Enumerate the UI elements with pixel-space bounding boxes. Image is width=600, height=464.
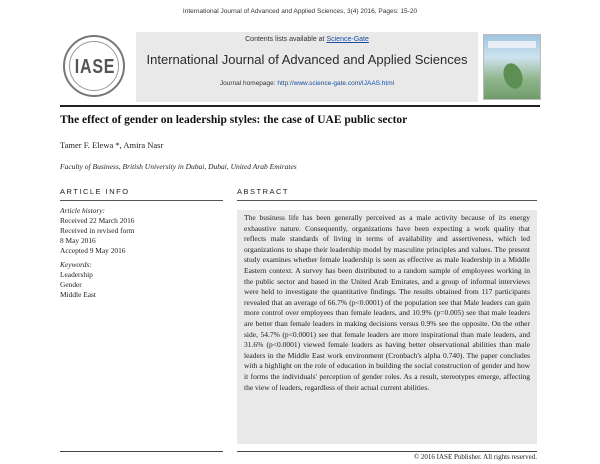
running-head: International Journal of Advanced and Applied Sciences, 3(4) 2016, Pages: 15-20 (182, 8, 418, 15)
article-info-rule (60, 200, 223, 201)
society-seal-icon (60, 32, 130, 102)
keyword-item: Middle East (60, 290, 96, 299)
science-gate-link[interactable]: Science-Gate (326, 36, 369, 43)
revised-label: Received in revised form (60, 226, 135, 235)
article-title: The effect of gender on leadership styles: the case of UAE public sector (60, 114, 408, 126)
logo-text: IASE (74, 56, 116, 78)
keyword-item: Leadership (60, 270, 93, 279)
journal-banner (136, 32, 478, 102)
journal-cover-icon (484, 35, 540, 99)
article-info-heading: ARTICLE INFO (60, 187, 130, 196)
accepted-date: Accepted 9 May 2016 (60, 246, 126, 255)
history-label: Article history: (60, 206, 105, 215)
contents-line (136, 36, 478, 43)
masthead-rule (60, 105, 540, 107)
article-affiliation: Faculty of Business, British University in Dubai, Dubai, United Arab Emirates (60, 162, 297, 171)
homepage-prefix: Journal homepage: (219, 80, 278, 87)
abstract-rule (237, 200, 537, 201)
journal-masthead (60, 32, 540, 102)
abstract-bottom-rule (237, 451, 537, 452)
abstract-heading: ABSTRACT (237, 187, 290, 196)
abstract-text: The business life has been generally perceived as a male activity because of its energy exhaustive nature. Consequently, organizations have been expecting a work quality that reflects male standards of living in terms of availability and assertiveness, which led organizations to shape their leadership model by masculine principles and values. The present study examines whether female leadership is seen as effective as male leadership in a Middle Eastern context. A survey has been distributed to a random sample of employees working in the public sector and based in the United Arab Emirates, and a group of informal interviews were held to investigate the quantitative findings. The results obtained from 117 participants revealed that an average of 66.7% (p<0.0001) of the population see that Male leaders can gain more control over employees than female leaders, and 10.9% (p=0.005) see that male leaders are better than female leaders in making decisions versus 0.9% see the opposite. On the other side, 54.7% (p<0.0001) see that female leaders are more inspirational than male leaders, and 31.6% (p<0.0001) viewed female leaders as having better observational abilities than male leaders in the Middle East work environment (Cronbach's alpha 0.740). The paper concludes with a highlight on the role of education in building the social construction of gender and how it forms the individuals' perception of gender roles. As a result, stereotypes emerge, affecting the view of leaders, regardless of their actual current abilities. (244, 213, 530, 392)
keyword-item: Gender (60, 280, 82, 289)
revised-date: 8 May 2016 (60, 236, 96, 245)
homepage-line (136, 80, 478, 87)
homepage-link[interactable]: http://www.science-gate.com/IJAAS.html (277, 80, 395, 87)
article-authors: Tamer F. Elewa *, Amira Nasr (60, 140, 164, 150)
received-date: Received 22 March 2016 (60, 216, 135, 225)
contents-prefix: Contents lists available at (245, 36, 327, 43)
article-info (60, 206, 220, 300)
info-bottom-rule (60, 451, 223, 452)
abstract-box (237, 210, 537, 444)
copyright-notice: © 2016 IASE Publisher. All rights reserved. (413, 453, 537, 461)
journal-title: International Journal of Advanced and Applied Sciences (146, 52, 468, 67)
keywords-label: Keywords: (60, 260, 92, 269)
